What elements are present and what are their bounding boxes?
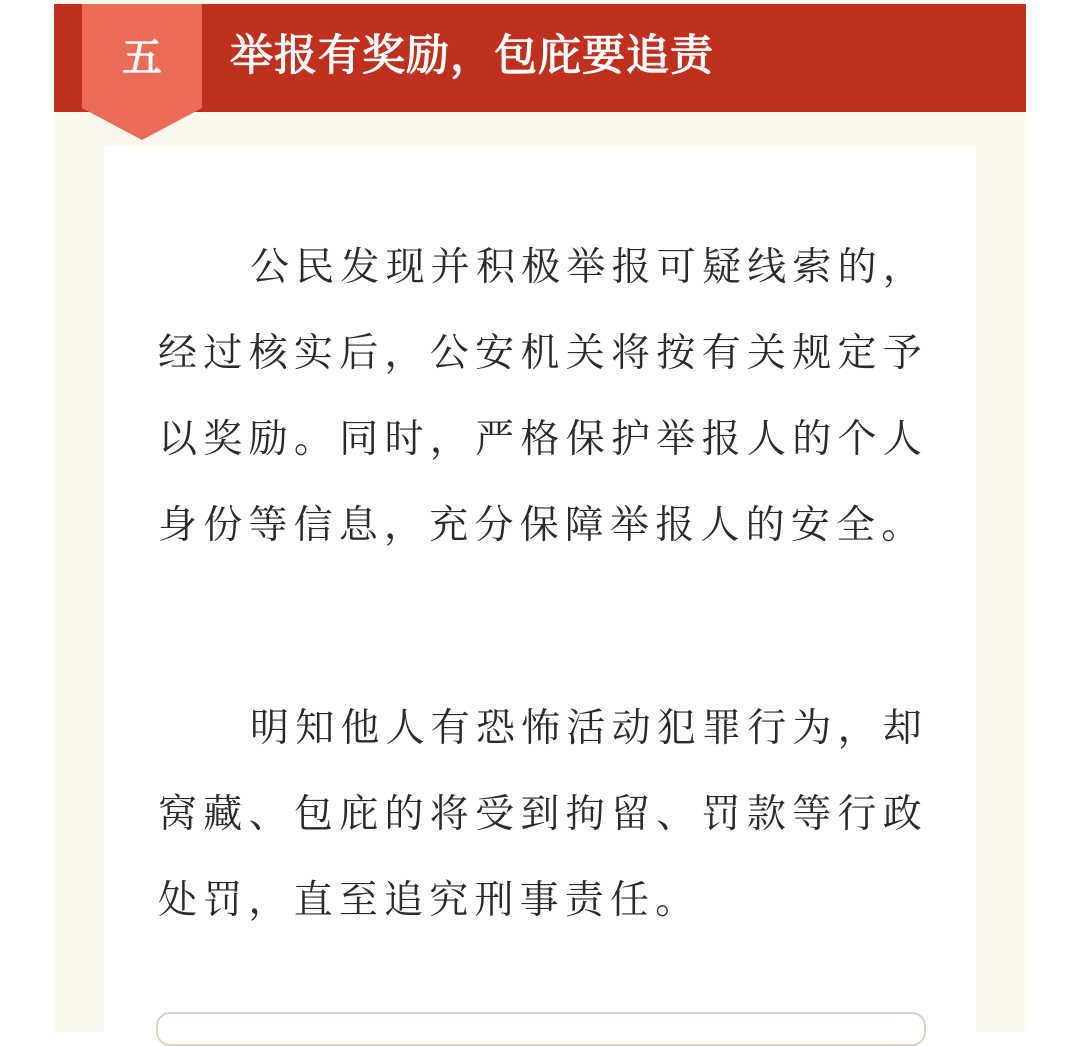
paragraph-reporting-reward: 公民发现并积极举报可疑线索的，经过核实后，公安机关将按有关规定予以奖励。同时，严格保护举报人的个人身份等信息，充分保障举报人的安全。 [158,245,929,548]
section-number: 五 [122,35,162,81]
section-title: 举报有奖励，包庇要追责 [230,31,714,81]
paragraph-harboring-penalty: 明知他人有恐怖活动犯罪行为，却窝藏、包庇的将受到拘留、罚款等行政处罚，直至追究刑事责任。 [158,706,929,923]
next-card-edge [156,1012,926,1046]
section-number-badge [82,4,202,140]
